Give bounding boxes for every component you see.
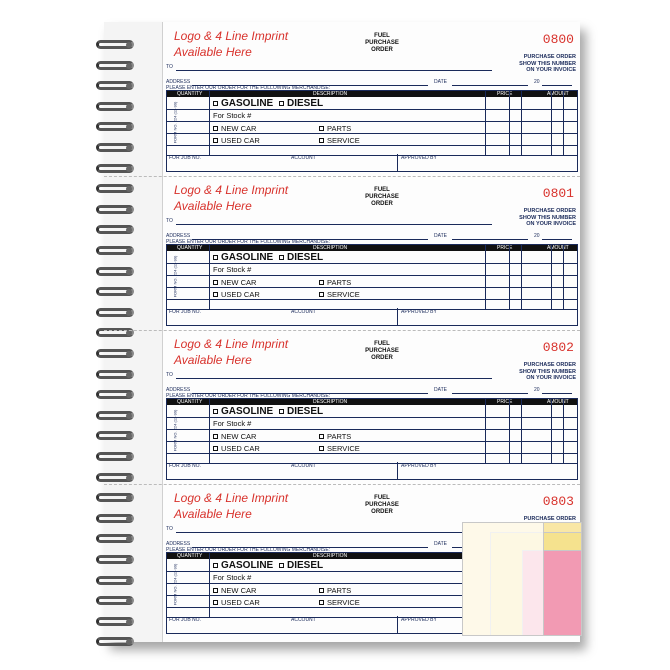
binding-ring bbox=[96, 635, 140, 649]
po-info-line-1: PURCHASE ORDER bbox=[523, 208, 576, 214]
checkbox-icon bbox=[319, 600, 324, 605]
binding-ring bbox=[96, 265, 140, 279]
for-stock-label: For Stock # bbox=[213, 111, 252, 120]
quantity-header: QUANTITY bbox=[177, 399, 203, 405]
quantity-header: QUANTITY bbox=[177, 245, 203, 251]
amount-header: AMOUNT bbox=[547, 245, 569, 251]
binding-ring bbox=[96, 471, 140, 485]
approval-row bbox=[166, 154, 578, 172]
table-row-divider bbox=[167, 263, 577, 264]
year-field[interactable] bbox=[542, 85, 572, 86]
merchandise-table bbox=[166, 244, 578, 310]
po-number: 0800 bbox=[542, 32, 574, 47]
for-stock-label: For Stock # bbox=[213, 573, 252, 582]
po-info bbox=[492, 208, 576, 228]
used-car-option[interactable] bbox=[213, 598, 260, 607]
service-label: SERVICE bbox=[327, 598, 360, 607]
binding-ring bbox=[96, 285, 140, 299]
to-field[interactable] bbox=[176, 378, 492, 379]
parts-option[interactable] bbox=[319, 124, 351, 133]
gasoline-label: GASOLINE bbox=[221, 252, 274, 263]
used-car-option[interactable] bbox=[213, 290, 260, 299]
instruction-text: PLEASE ENTER OUR ORDER FOR THE FOLLOWING MERCHANDISE: bbox=[166, 547, 331, 553]
to-label: TO bbox=[166, 526, 173, 532]
footer-divider bbox=[397, 154, 398, 171]
binding-ring bbox=[96, 429, 140, 443]
checkbox-icon bbox=[279, 255, 284, 260]
date-label: DATE bbox=[434, 233, 447, 239]
for-stock-label: For Stock # bbox=[213, 265, 252, 274]
form-title-line-2: PURCHASE bbox=[365, 194, 399, 200]
checkbox-icon bbox=[213, 255, 218, 260]
form-title-line-1: FUEL bbox=[374, 341, 390, 347]
imprint-line-2: Available Here bbox=[174, 353, 252, 367]
binding-ring bbox=[96, 368, 140, 382]
price-header: PRICE bbox=[497, 91, 513, 97]
job-no-label: FOR JOB NO. bbox=[169, 617, 201, 623]
used-car-label: USED CAR bbox=[221, 136, 260, 145]
checkbox-icon bbox=[319, 126, 324, 131]
form-title-line-1: FUEL bbox=[374, 495, 390, 501]
used-car-option[interactable] bbox=[213, 444, 260, 453]
address-label: ADDRESS bbox=[166, 387, 191, 393]
for-stock-label: For Stock # bbox=[213, 419, 252, 428]
checkbox-icon bbox=[279, 101, 284, 106]
checkbox-icon bbox=[213, 409, 218, 414]
parts-label: PARTS bbox=[327, 586, 352, 595]
job-no-label: FOR JOB NO. bbox=[169, 309, 201, 315]
table-header bbox=[167, 399, 577, 405]
used-car-label: USED CAR bbox=[221, 290, 260, 299]
service-option[interactable] bbox=[319, 290, 360, 299]
checkbox-icon bbox=[279, 563, 284, 568]
address-label: ADDRESS bbox=[166, 79, 191, 85]
amount-header: AMOUNT bbox=[547, 91, 569, 97]
date-field[interactable] bbox=[452, 85, 528, 86]
to-field[interactable] bbox=[176, 70, 492, 71]
form-title-line-3: ORDER bbox=[371, 355, 393, 361]
imprint-line-2: Available Here bbox=[174, 45, 252, 59]
form-title bbox=[352, 187, 412, 208]
amount-header: AMOUNT bbox=[547, 399, 569, 405]
imprint-area bbox=[174, 182, 288, 214]
form-code: FORM NO. 224 (12-99) bbox=[172, 255, 178, 298]
merchandise-table bbox=[166, 90, 578, 156]
form-code: FORM NO. 224 (12-99) bbox=[172, 563, 178, 606]
checkbox-icon bbox=[213, 446, 218, 451]
gasoline-option[interactable] bbox=[213, 406, 273, 417]
imprint-line-1: Logo & 4 Line Imprint bbox=[174, 29, 289, 43]
binding-ring bbox=[96, 512, 140, 526]
gasoline-option[interactable] bbox=[213, 560, 273, 571]
new-car-label: NEW CAR bbox=[221, 278, 257, 287]
binding-ring bbox=[96, 306, 140, 320]
carbonless-copies bbox=[462, 522, 580, 634]
checkbox-icon bbox=[213, 563, 218, 568]
table-row-divider bbox=[167, 145, 577, 146]
table-row-divider bbox=[167, 133, 577, 134]
approval-row bbox=[166, 462, 578, 480]
service-option[interactable] bbox=[319, 598, 360, 607]
service-option[interactable] bbox=[319, 444, 360, 453]
year-field[interactable] bbox=[542, 393, 572, 394]
binding-ring bbox=[96, 162, 140, 176]
parts-option[interactable] bbox=[319, 586, 351, 595]
checkbox-icon bbox=[319, 446, 324, 451]
form-title-line-3: ORDER bbox=[371, 509, 393, 515]
binding-ring bbox=[96, 182, 140, 196]
binding-ring bbox=[96, 79, 140, 93]
service-label: SERVICE bbox=[327, 444, 360, 453]
checkbox-icon bbox=[213, 292, 218, 297]
table-row-divider bbox=[167, 109, 577, 110]
imprint-line-2: Available Here bbox=[174, 507, 252, 521]
checkbox-icon bbox=[213, 101, 218, 106]
checkbox-icon bbox=[213, 280, 218, 285]
diesel-label: DIESEL bbox=[287, 252, 324, 263]
used-car-label: USED CAR bbox=[221, 598, 260, 607]
checkbox-icon bbox=[213, 588, 218, 593]
year-label: 20 bbox=[534, 387, 540, 393]
po-info-line-3: ON YOUR INVOICE bbox=[526, 221, 576, 227]
checkbox-icon bbox=[213, 126, 218, 131]
merchandise-table bbox=[166, 398, 578, 464]
imprint-area bbox=[174, 28, 288, 60]
checkbox-icon bbox=[213, 434, 218, 439]
imprint-line-2: Available Here bbox=[174, 199, 252, 213]
form-title-line-3: ORDER bbox=[371, 201, 393, 207]
binding-ring bbox=[96, 409, 140, 423]
table-header bbox=[167, 245, 577, 251]
gasoline-label: GASOLINE bbox=[221, 406, 274, 417]
address-label: ADDRESS bbox=[166, 233, 191, 239]
new-car-option[interactable] bbox=[213, 124, 256, 133]
form-title bbox=[352, 495, 412, 516]
to-field[interactable] bbox=[176, 224, 492, 225]
table-row-divider bbox=[167, 429, 577, 430]
binding-ring bbox=[96, 594, 140, 608]
diesel-label: DIESEL bbox=[287, 560, 324, 571]
approved-by-label: APPROVED BY bbox=[401, 155, 437, 161]
po-number: 0801 bbox=[542, 186, 574, 201]
new-car-option[interactable] bbox=[213, 432, 256, 441]
new-car-label: NEW CAR bbox=[221, 586, 257, 595]
checkbox-icon bbox=[213, 138, 218, 143]
table-row-divider bbox=[167, 299, 577, 300]
checkbox-icon bbox=[319, 588, 324, 593]
approval-row bbox=[166, 308, 578, 326]
imprint-area bbox=[174, 490, 288, 522]
account-label: ACCOUNT bbox=[291, 309, 316, 315]
form-title-line-2: PURCHASE bbox=[365, 40, 399, 46]
instruction-text: PLEASE ENTER OUR ORDER FOR THE FOLLOWING MERCHANDISE: bbox=[166, 85, 331, 91]
new-car-label: NEW CAR bbox=[221, 124, 257, 133]
purchase-order-form bbox=[162, 330, 580, 484]
parts-label: PARTS bbox=[327, 432, 352, 441]
footer-divider bbox=[397, 308, 398, 325]
year-field[interactable] bbox=[542, 239, 572, 240]
new-car-option[interactable] bbox=[213, 586, 256, 595]
checkbox-icon bbox=[319, 434, 324, 439]
po-info-line-2: SHOW THIS NUMBER bbox=[519, 368, 576, 375]
binding-ring bbox=[96, 38, 140, 52]
po-info-line-2: SHOW THIS NUMBER bbox=[519, 214, 576, 221]
quantity-header: QUANTITY bbox=[177, 553, 203, 559]
form-title bbox=[352, 341, 412, 362]
po-info-line-1: PURCHASE ORDER bbox=[523, 362, 576, 368]
po-number: 0802 bbox=[542, 340, 574, 355]
job-no-label: FOR JOB NO. bbox=[169, 155, 201, 161]
to-field[interactable] bbox=[176, 532, 492, 533]
imprint-area bbox=[174, 336, 288, 368]
quantity-header: QUANTITY bbox=[177, 91, 203, 97]
table-row-divider bbox=[167, 441, 577, 442]
binding-ring bbox=[96, 388, 140, 402]
year-label: 20 bbox=[534, 79, 540, 85]
po-info-line-2: SHOW THIS NUMBER bbox=[519, 60, 576, 67]
account-label: ACCOUNT bbox=[291, 617, 316, 623]
diesel-option[interactable] bbox=[279, 252, 323, 263]
account-label: ACCOUNT bbox=[291, 463, 316, 469]
binding-ring bbox=[96, 347, 140, 361]
po-info-line-1: PURCHASE ORDER bbox=[523, 54, 576, 60]
service-option[interactable] bbox=[319, 136, 360, 145]
approved-by-label: APPROVED BY bbox=[401, 463, 437, 469]
binding-ring bbox=[96, 491, 140, 505]
gasoline-option[interactable] bbox=[213, 252, 273, 263]
binding-ring bbox=[96, 223, 140, 237]
binding-ring bbox=[96, 553, 140, 567]
binding-ring bbox=[96, 244, 140, 258]
gasoline-label: GASOLINE bbox=[221, 560, 274, 571]
po-info-line-3: ON YOUR INVOICE bbox=[526, 67, 576, 73]
approved-by-label: APPROVED BY bbox=[401, 617, 437, 623]
table-row-divider bbox=[167, 287, 577, 288]
footer-divider bbox=[397, 462, 398, 479]
form-code: FORM NO. 224 (12-99) bbox=[172, 409, 178, 452]
po-info bbox=[492, 362, 576, 382]
table-row-divider bbox=[167, 275, 577, 276]
form-title-line-2: PURCHASE bbox=[365, 348, 399, 354]
price-header: PRICE bbox=[497, 399, 513, 405]
approved-by-label: APPROVED BY bbox=[401, 309, 437, 315]
diesel-option[interactable] bbox=[279, 406, 323, 417]
to-label: TO bbox=[166, 218, 173, 224]
used-car-option[interactable] bbox=[213, 136, 260, 145]
instruction-text: PLEASE ENTER OUR ORDER FOR THE FOLLOWING MERCHANDISE: bbox=[166, 393, 331, 399]
gasoline-option[interactable] bbox=[213, 98, 273, 109]
diesel-option[interactable] bbox=[279, 560, 323, 571]
form-title-line-1: FUEL bbox=[374, 187, 390, 193]
binding-ring bbox=[96, 532, 140, 546]
service-label: SERVICE bbox=[327, 290, 360, 299]
account-label: ACCOUNT bbox=[291, 155, 316, 161]
date-label: DATE bbox=[434, 79, 447, 85]
po-info-line-1: PURCHASE ORDER bbox=[523, 516, 576, 522]
description-header: DESCRIPTION bbox=[313, 553, 348, 559]
instruction-text: PLEASE ENTER OUR ORDER FOR THE FOLLOWING MERCHANDISE: bbox=[166, 239, 331, 245]
table-row-divider bbox=[167, 121, 577, 122]
form-title bbox=[352, 33, 412, 54]
form-title-line-2: PURCHASE bbox=[365, 502, 399, 508]
checkbox-icon bbox=[319, 292, 324, 297]
purchase-order-form bbox=[162, 22, 580, 176]
binding-ring bbox=[96, 100, 140, 114]
date-label: DATE bbox=[434, 541, 447, 547]
gasoline-label: GASOLINE bbox=[221, 98, 274, 109]
date-field[interactable] bbox=[452, 393, 528, 394]
binding-ring bbox=[96, 120, 140, 134]
parts-option[interactable] bbox=[319, 432, 351, 441]
table-header bbox=[167, 91, 577, 97]
description-header: DESCRIPTION bbox=[313, 91, 348, 97]
imprint-line-1: Logo & 4 Line Imprint bbox=[174, 183, 289, 197]
table-row-divider bbox=[167, 417, 577, 418]
new-car-label: NEW CAR bbox=[221, 432, 257, 441]
diesel-label: DIESEL bbox=[287, 98, 324, 109]
form-title-line-3: ORDER bbox=[371, 47, 393, 53]
po-info-line-3: ON YOUR INVOICE bbox=[526, 375, 576, 381]
binding-ring bbox=[96, 615, 140, 629]
binding-ring bbox=[96, 450, 140, 464]
parts-label: PARTS bbox=[327, 278, 352, 287]
imprint-line-1: Logo & 4 Line Imprint bbox=[174, 491, 289, 505]
parts-option[interactable] bbox=[319, 278, 351, 287]
description-header: DESCRIPTION bbox=[313, 399, 348, 405]
form-title-line-1: FUEL bbox=[374, 33, 390, 39]
imprint-line-1: Logo & 4 Line Imprint bbox=[174, 337, 289, 351]
new-car-option[interactable] bbox=[213, 278, 256, 287]
diesel-label: DIESEL bbox=[287, 406, 324, 417]
date-label: DATE bbox=[434, 387, 447, 393]
footer-divider bbox=[397, 616, 398, 633]
used-car-label: USED CAR bbox=[221, 444, 260, 453]
binding-ring bbox=[96, 574, 140, 588]
purchase-order-form bbox=[162, 176, 580, 330]
diesel-option[interactable] bbox=[279, 98, 323, 109]
table-row-divider bbox=[167, 453, 577, 454]
binding-ring bbox=[96, 203, 140, 217]
checkbox-icon bbox=[319, 138, 324, 143]
parts-label: PARTS bbox=[327, 124, 352, 133]
po-info bbox=[492, 54, 576, 74]
year-label: 20 bbox=[534, 233, 540, 239]
checkbox-icon bbox=[319, 280, 324, 285]
form-code: FORM NO. 224 (12-99) bbox=[172, 101, 178, 144]
service-label: SERVICE bbox=[327, 136, 360, 145]
address-label: ADDRESS bbox=[166, 541, 191, 547]
binding-ring bbox=[96, 141, 140, 155]
job-no-label: FOR JOB NO. bbox=[169, 463, 201, 469]
checkbox-icon bbox=[213, 600, 218, 605]
price-header: PRICE bbox=[497, 245, 513, 251]
to-label: TO bbox=[166, 372, 173, 378]
binding-ring bbox=[96, 59, 140, 73]
binding-ring bbox=[96, 326, 140, 340]
to-label: TO bbox=[166, 64, 173, 70]
po-number: 0803 bbox=[542, 494, 574, 509]
description-header: DESCRIPTION bbox=[313, 245, 348, 251]
white-copy-corner bbox=[462, 522, 544, 636]
checkbox-icon bbox=[279, 409, 284, 414]
date-field[interactable] bbox=[452, 239, 528, 240]
